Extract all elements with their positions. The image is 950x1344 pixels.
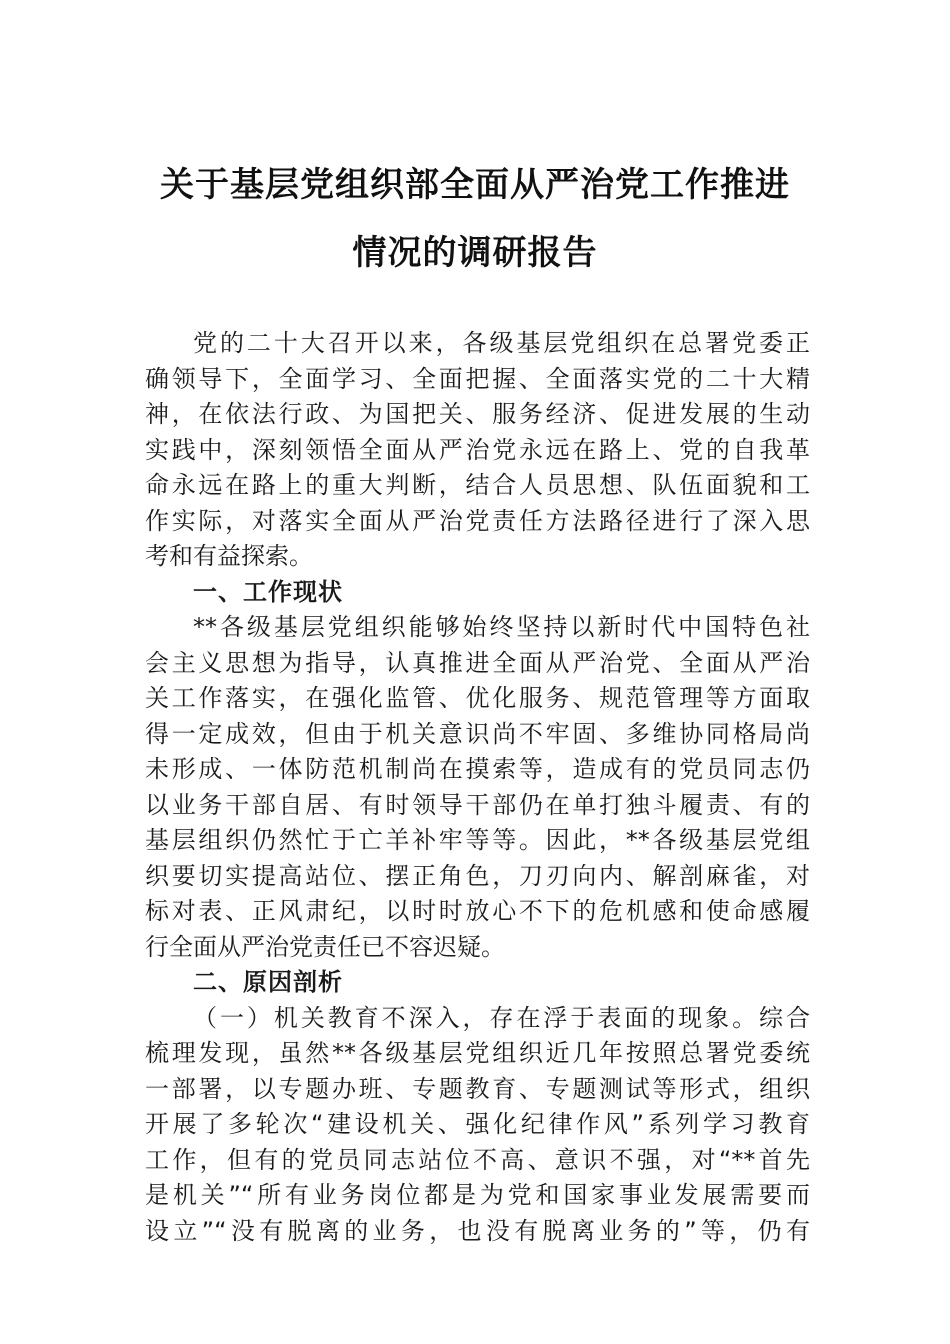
paragraph-line: 考和有益探索。 <box>145 542 313 570</box>
paragraph-line: 一部署，以专题办班、专题教育、专题测试等形式，组织 <box>145 1074 810 1103</box>
paragraph-line: 命永远在路上的重大判断，结合人员思想、队伍面貌和工 <box>145 471 810 499</box>
section-heading-current-status: 一、工作现状 <box>193 577 343 606</box>
paragraph-line: 未形成、一体防范机制尚在摸索等，造成有的党员同志仍 <box>145 755 810 783</box>
paragraph-line: 是机关”“所有业务岗位都是为党和国家事业发展需要而 <box>145 1181 810 1209</box>
paragraph-line: （一）机关教育不深入，存在浮于表面的现象。综合 <box>193 1003 810 1032</box>
paragraph-line: 作实际，对落实全面从严治党责任方法路径进行了深入思 <box>145 506 810 535</box>
paragraph-line: 设立”“没有脱离的业务，也没有脱离业务的”等，仍有 <box>145 1216 810 1245</box>
paragraph-line: 基层组织仍然忙于亡羊补牢等等。因此，**各级基层党组 <box>145 826 810 854</box>
paragraph-line: 工作，但有的党员同志站位不高、意识不强，对“**首先 <box>145 1145 810 1174</box>
paragraph-line: 实践中，深刻领悟全面从严治党永远在路上、党的自我革 <box>145 435 810 464</box>
paragraph-line: 开展了多轮次“建设机关、强化纪律作风”系列学习教育 <box>145 1110 810 1138</box>
paragraph-line: 以业务干部自居、有时领导干部仍在单打独斗履责、有的 <box>145 790 810 819</box>
paragraph-cause-analysis <box>145 1001 810 1250</box>
document-title-line-2: 情况的调研报告 <box>352 233 598 273</box>
paragraph-line: **各级基层党组织能够始终坚持以新时代中国特色社 <box>193 613 810 641</box>
paragraph-intro <box>145 326 810 575</box>
paragraph-line: 确领导下，全面学习、全面把握、全面落实党的二十大精 <box>145 364 810 393</box>
document-title-line-1: 关于基层党组织部全面从严治党工作推进 <box>160 165 790 205</box>
paragraph-line: 标对表、正风肃纪，以时时放心不下的危机感和使命感履 <box>145 897 810 925</box>
paragraph-line: 会主义思想为指导，认真推进全面从严治党、全面从严治 <box>145 648 810 677</box>
paragraph-line: 关工作落实，在强化监管、优化服务、规范管理等方面取 <box>145 684 810 712</box>
paragraph-line: 党的二十大召开以来，各级基层党组织在总署党委正 <box>193 329 810 357</box>
paragraph-line: 得一定成效，但由于机关意识尚不牢固、多维协同格局尚 <box>145 719 810 748</box>
paragraph-line: 神，在依法行政、为国把关、服务经济、促进发展的生动 <box>145 400 810 428</box>
section-heading-cause-analysis: 二、原因剖析 <box>193 968 343 996</box>
paragraph-current-status <box>145 610 810 965</box>
paragraph-line: 梳理发现，虽然**各级基层党组织近几年按照总署党委统 <box>145 1039 810 1067</box>
paragraph-line: 织要切实提高站位、摆正角色，刀刃向内、解剖麻雀，对 <box>145 861 810 890</box>
paragraph-line: 行全面从严治党责任已不容迟疑。 <box>145 932 505 961</box>
document-body <box>145 326 810 1249</box>
